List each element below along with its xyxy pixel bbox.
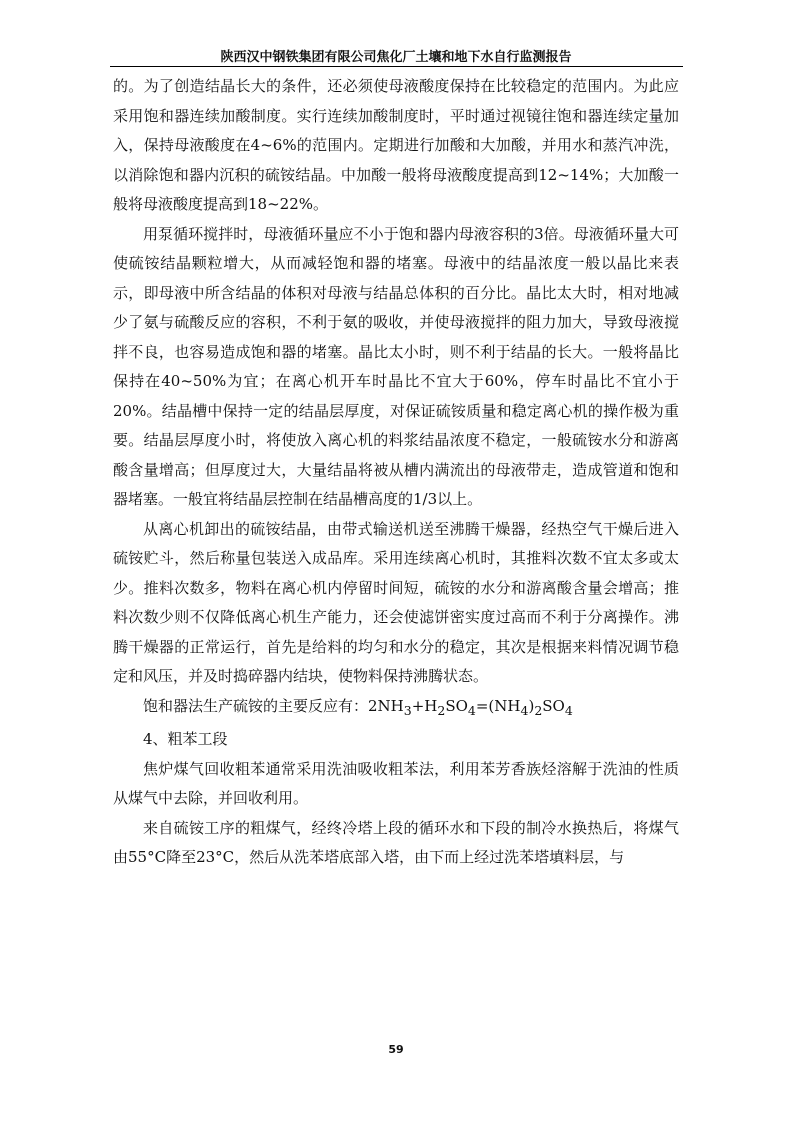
paragraph-crude-benzene-intro: 焦炉煤气回收粗苯通常采用洗油吸收粗苯法，利用苯芳香族烃溶解于洗油的性质从煤气中去除，并回收利用。 [113,759,679,807]
paragraph-mother-liquor-circulation: 用泵循环搅拌时，母液循环量应不小于饱和器内母液容积的3倍。母液循环量大可使硫铵结晶颗粒增大，从而减轻饱和器的堵塞。母液中的结晶浓度一般以晶比来表示，即母液中所含结晶的体积对母液与结晶总体积的百分比。晶比太大时，相对地减少了氨与硫酸反应的容积，不利于氨的吸收，并使母液搅拌的阻力加大，导致母液搅拌不良，也容易造成饱和器的堵塞。晶比太小时，则不利于结晶的长大。一般将晶比保持在40~50%为宜；在离心机开车时晶比不宜大于60%，停车时晶比不宜小于20%。结晶槽中保持一定的结晶层厚度，对保证硫铵质量和稳定离心机的操作极为重要。结晶层厚度小时，将使放入离心机的料浆结晶浓度不稳定，一般硫铵水分和游离酸含量增高；但厚度过大，大量结晶将被从槽内满流出的母液带走，造成管道和饱和器堵塞。一般宜将结晶层控制在结晶槽高度的1/3以上。 [113,224,679,508]
reaction-part: +H [411,696,438,715]
reaction-sub: 2 [437,702,446,718]
reaction-sub: 4 [520,702,529,718]
reaction-part: =(NH [475,696,521,715]
reaction-part: ) [528,696,535,715]
reaction-sub: 3 [403,702,412,718]
paragraph-centrifuge-drying: 从离心机卸出的硫铵结晶，由带式输送机送至沸腾干燥器，经热空气干燥后进入硫铵贮斗，然后称量包装送入成品库。采用连续离心机时，其推料次数不宜太多或太少。推料次数多，物料在离心机内停留时间短，硫铵的水分和游离酸含量会增高；推料次数少则不仅降低离心机生产能力，还会使滤饼密实度过高而不利于分离操作。沸腾干燥器的正常运行，首先是给料的均匀和水分的稳定，其次是根据来料情况调节稳定和风压，并及时捣碎器内结块，使物料保持沸腾状态。 [113,519,679,685]
document-body [113,72,679,873]
section-heading: 4、粗苯工段 [143,730,228,748]
reaction-sub: 4 [564,702,573,718]
reaction-part: SO [542,696,565,715]
reaction-part: SO [445,696,468,715]
paragraph-gas-cooling: 来自硫铵工序的粗煤气，经终冷塔上段的循环水和下段的制冷水换热后，将煤气由55°C降至23°C，然后从洗苯塔底部入塔，由下而上经过洗苯塔填料层，与 [113,818,679,866]
header-rule [110,66,683,67]
reaction-sub: 2 [534,702,543,718]
reaction-sub: 4 [467,702,476,718]
paragraph-reaction-equation [113,692,679,726]
page-header: 陕西汉中钢铁集团有限公司焦化厂土壤和地下水自行监测报告 [220,50,572,65]
page-number: 59 [388,1043,404,1056]
reaction-prefix: 饱和器法生产硫铵的主要反应有：2NH [143,696,404,715]
paragraph-continuation: 的。为了创造结晶长大的条件，还必须使母液酸度保持在比较稳定的范围内。为此应采用饱和器连续加酸制度。实行连续加酸制度时，平时通过视镜往饱和器连续定量加入，保持母液酸度在4~6%的范围内。定期进行加酸和大加酸，并用水和蒸汽冲洗，以消除饱和器内沉积的硫铵结晶。中加酸一般将母液酸度提高到12~14%；大加酸一般将母液酸度提高到18~22%。 [113,77,679,213]
